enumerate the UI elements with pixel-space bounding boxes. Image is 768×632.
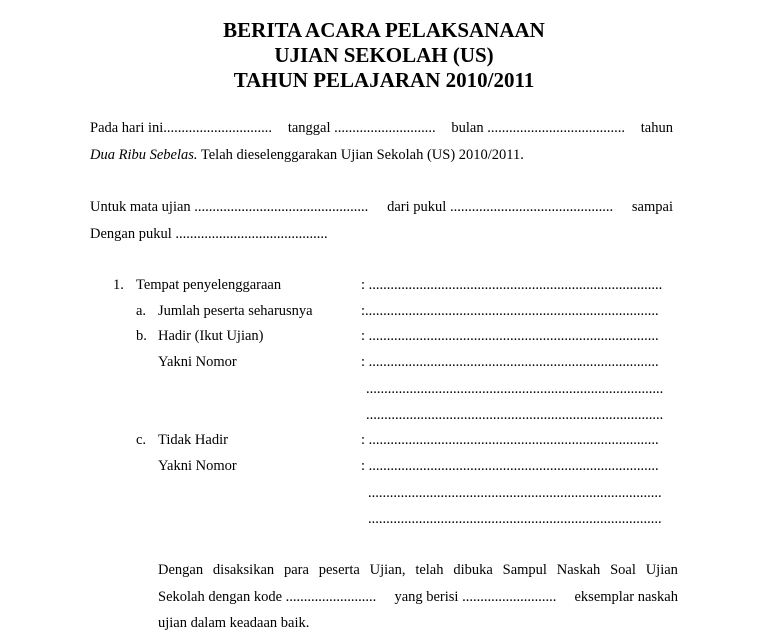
item-b-letter: b. xyxy=(136,328,147,344)
para3-word: Sampul xyxy=(502,562,547,578)
para1-day: Pada hari ini.............................. xyxy=(90,120,273,136)
para3-copies: eksemplar naskah xyxy=(574,589,678,605)
item-b-value: : ................................................................................ xyxy=(361,328,659,344)
item-b-sub-value-2: .................................................................................. xyxy=(366,381,664,397)
item1-number: 1. xyxy=(113,277,124,293)
para3-word: peserta xyxy=(318,562,360,578)
para3-word: para xyxy=(283,562,309,578)
para3-word: Ujian, xyxy=(369,562,406,578)
item-c-sub-value-2: ................................................................................. xyxy=(368,485,662,501)
item1-value: : ................................................................................. xyxy=(361,277,663,293)
para3-line1 xyxy=(158,562,678,579)
item-b-label: Hadir (Ikut Ujian) xyxy=(158,328,264,344)
para2-until-label: sampai xyxy=(631,199,673,215)
para3-word: dibuka xyxy=(453,562,493,578)
item-a-label: Jumlah peserta seharusnya xyxy=(158,303,313,319)
para1-year-text: Dua Ribu Sebelas. xyxy=(90,147,198,163)
para3-word: Ujian xyxy=(645,562,678,578)
title-line-1: BERITA ACARA PELAKSANAAN xyxy=(223,18,545,42)
item-a-letter: a. xyxy=(136,303,147,319)
document-title xyxy=(0,18,768,93)
para1-line2 xyxy=(90,147,524,164)
item-b-sub-value-1: : ................................................................................ xyxy=(361,354,659,370)
para2-from-time: dari pukul ............................................. xyxy=(387,199,614,215)
para1-line1 xyxy=(90,120,673,137)
para3-line2 xyxy=(158,589,678,606)
item-c-value: : ................................................................................ xyxy=(361,432,659,448)
para2-line2: Dengan pukul .......................................... xyxy=(90,226,328,242)
para3-word: telah xyxy=(415,562,444,578)
item-c-sub-value-1: : ................................................................................ xyxy=(361,458,659,474)
para3-word: Soal xyxy=(610,562,636,578)
item-c-sub-label: Yakni Nomor xyxy=(158,458,237,474)
para3-word: Naskah xyxy=(556,562,601,578)
para3-word: Dengan xyxy=(158,562,204,578)
para3-code: Sekolah dengan kode ......................... xyxy=(158,589,377,605)
para3-contents: yang berisi .......................... xyxy=(394,589,557,605)
para1-date: tanggal ............................ xyxy=(287,120,436,136)
title-line-3: TAHUN PELAJARAN 2010/2011 xyxy=(233,68,535,92)
item-b-sub-label: Yakni Nomor xyxy=(158,354,237,370)
para2-line1 xyxy=(90,199,673,216)
para1-year-label: tahun xyxy=(640,120,673,136)
para1-statement: Telah dieselenggarakan Ujian Sekolah (US) 2010/2011. xyxy=(197,147,524,163)
para2-subject: Untuk mata ujian ................................................ xyxy=(90,199,369,215)
item-a-value: :................................................................................. xyxy=(361,303,659,319)
item-b-sub-value-3: .................................................................................. xyxy=(366,407,664,423)
item1-label: Tempat penyelenggaraan xyxy=(136,277,282,293)
title-line-2: UJIAN SEKOLAH (US) xyxy=(274,43,494,67)
item-c-letter: c. xyxy=(136,432,147,448)
item-c-label: Tidak Hadir xyxy=(158,432,228,448)
para3-line3: ujian dalam keadaan baik. xyxy=(158,615,310,631)
para3-word: disaksikan xyxy=(212,562,275,578)
item-c-sub-value-3: ................................................................................. xyxy=(368,511,662,527)
para1-month: bulan ...................................... xyxy=(451,120,625,136)
